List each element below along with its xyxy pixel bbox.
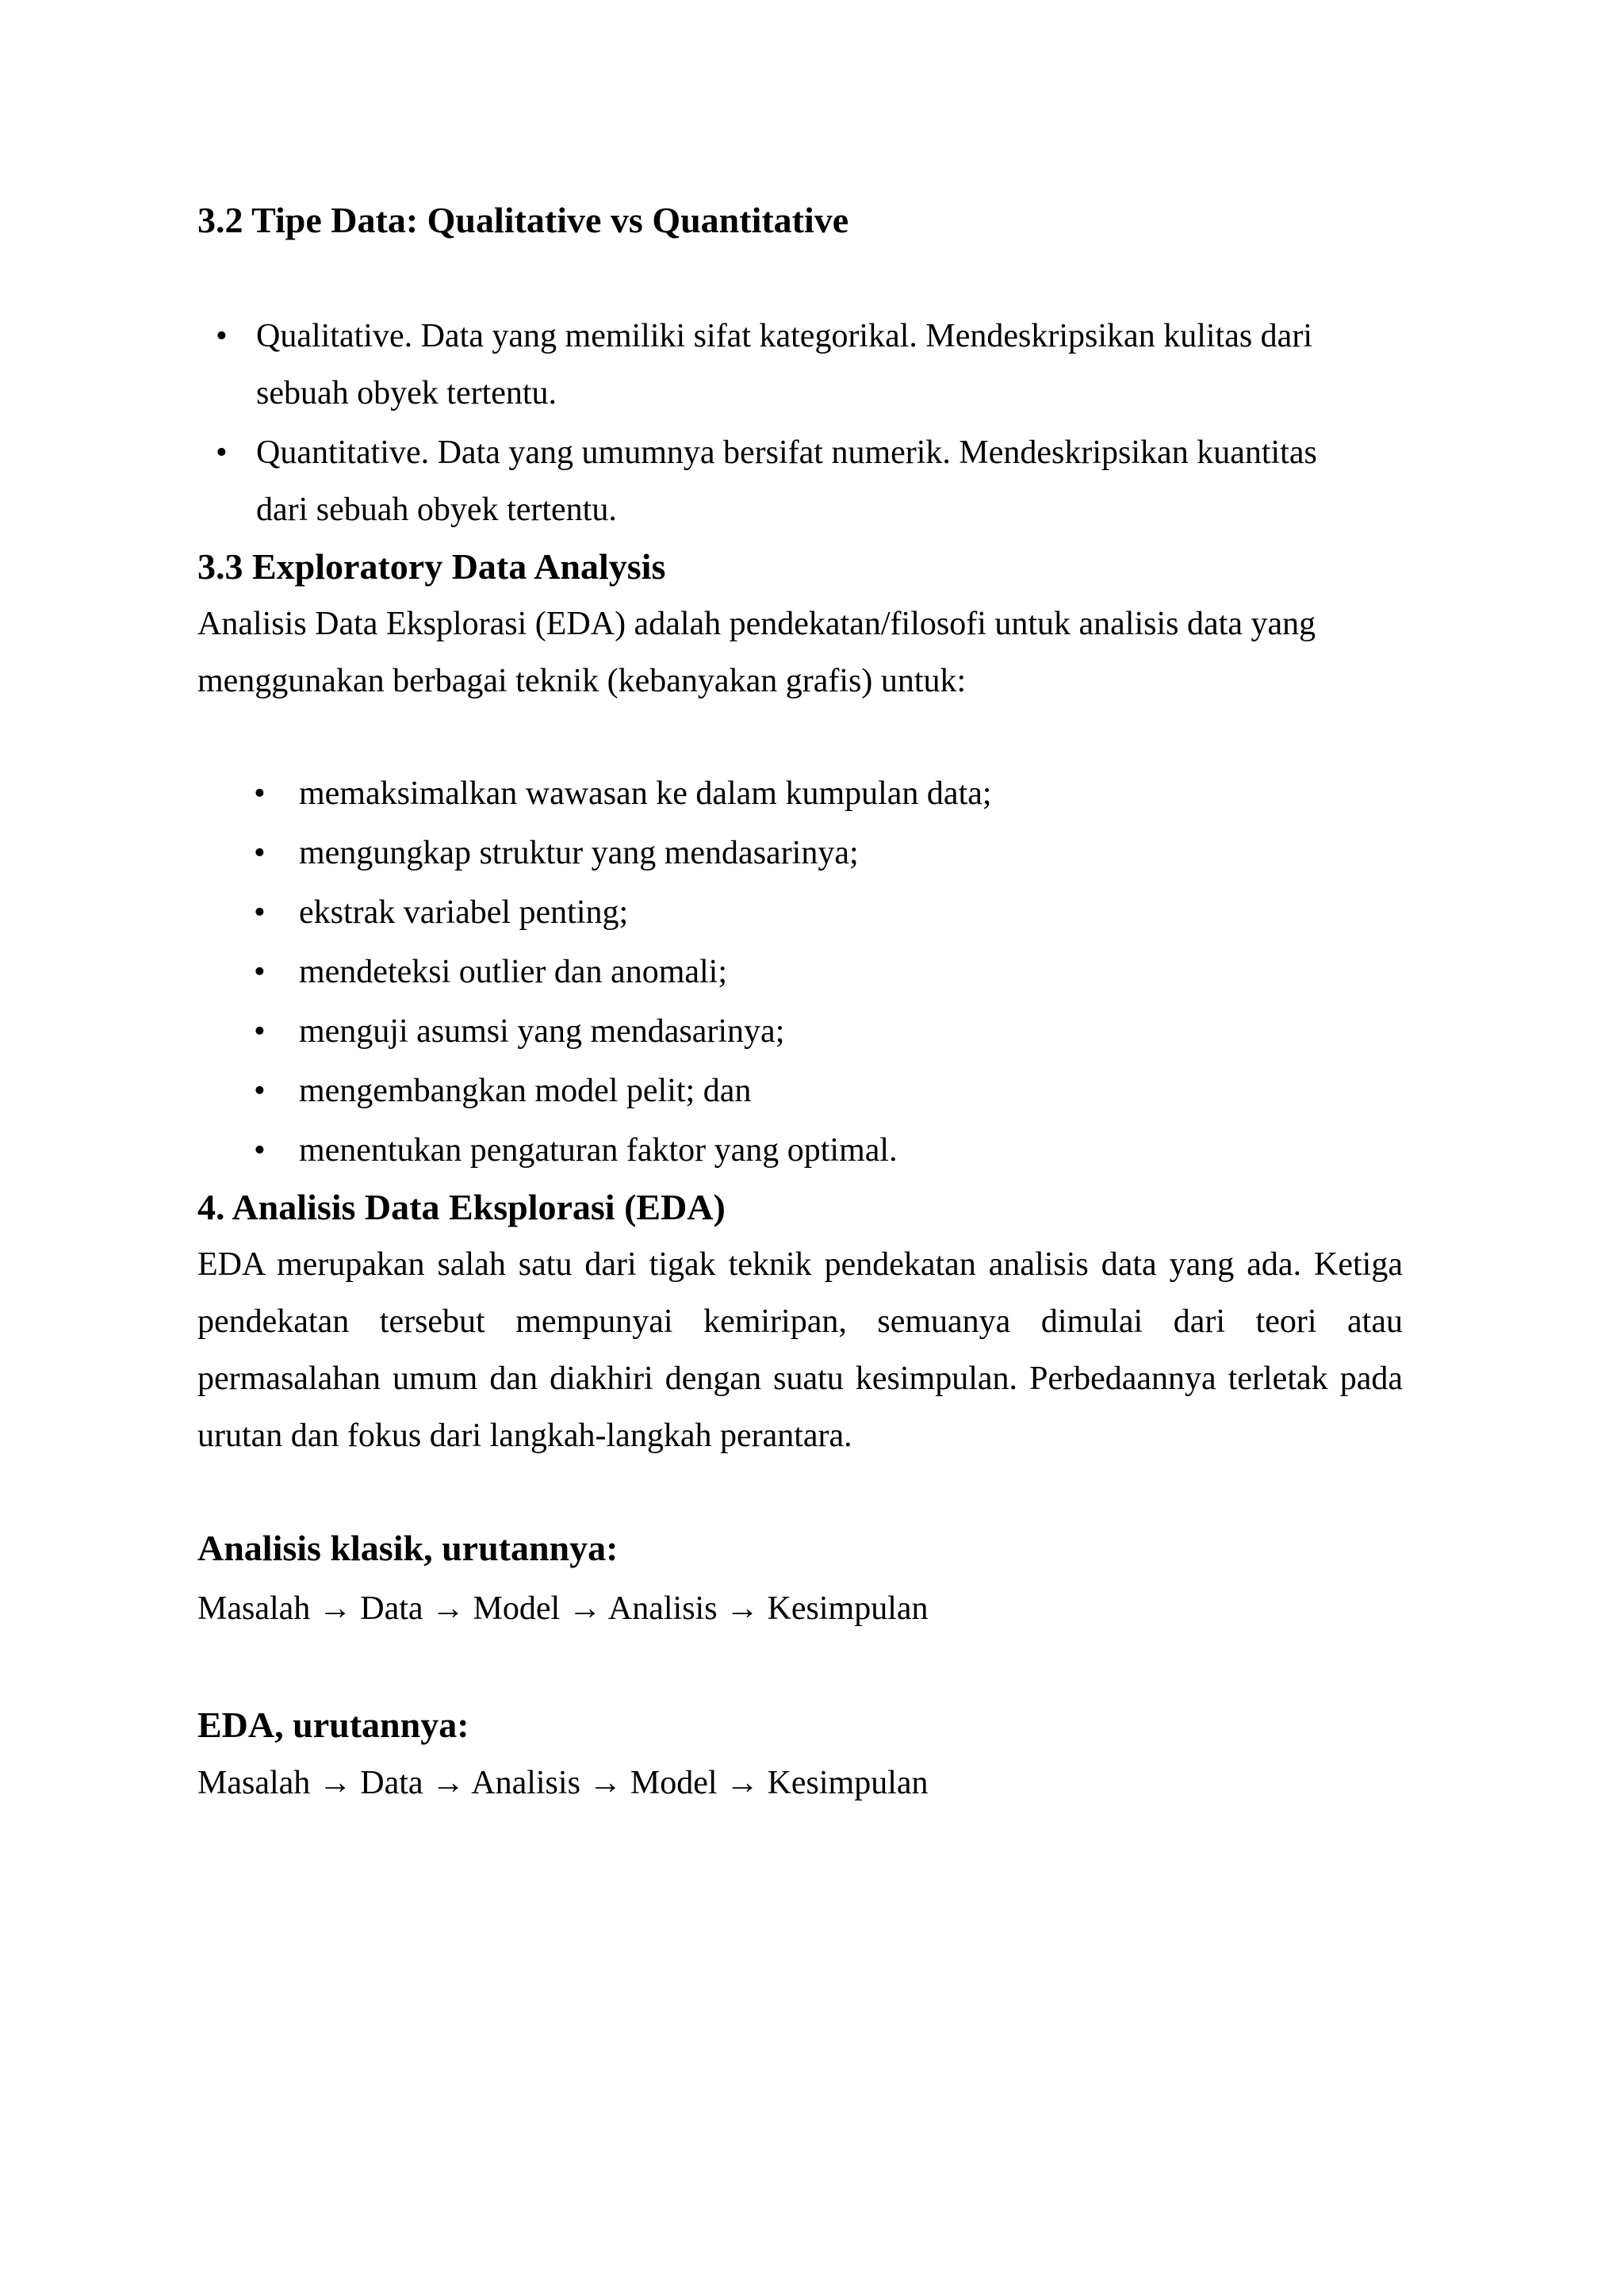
list-item-text: Qualitative. Data yang memiliki sifat kategorikal. Mendeskripsikan kulitas dari sebuah obyek tertentu. — [256, 318, 1312, 411]
list-item-text: mengungkap struktur yang mendasarinya; — [299, 835, 859, 871]
eda-order-flow: Masalah → Data → Analisis → Model → Kesimpulan — [197, 1765, 929, 1801]
bullet-icon: • — [216, 434, 228, 471]
list-item-text: Quantitative. Data yang umumnya bersifat numerik. Mendeskripsikan kuantitas dari sebuah obyek tertentu. — [256, 434, 1317, 528]
list-item-text: mengembangkan model pelit; dan — [299, 1073, 752, 1109]
list-item — [197, 943, 1403, 1001]
list-item — [197, 1003, 1403, 1060]
bullet-icon: • — [254, 894, 266, 931]
bullet-icon: • — [254, 954, 266, 990]
list-item-text: ekstrak variabel penting; — [299, 894, 629, 931]
bullet-icon: • — [254, 835, 266, 871]
classic-analysis-label: Analisis klasik, urutannya: — [197, 1528, 619, 1568]
list-item-text: mendeteksi outlier dan anomali; — [299, 954, 728, 990]
classic-analysis-flow: Masalah → Data → Model → Analisis → Kesimpulan — [197, 1590, 929, 1627]
list-item — [197, 424, 1403, 538]
bullet-icon: • — [254, 1132, 266, 1169]
list-item — [197, 884, 1403, 941]
section-heading-3-3: 3.3 Exploratory Data Analysis — [197, 546, 666, 587]
eda-intro-paragraph: Analisis Data Eksplorasi (EDA) adalah pendekatan/filosofi untuk analisis data yang menggunakan berbagai teknik (kebanyakan grafis) untuk: — [197, 606, 1316, 699]
list-item — [197, 825, 1403, 882]
eda-order-label: EDA, urutannya: — [197, 1705, 469, 1745]
section-heading-4: 4. Analisis Data Eksplorasi (EDA) — [197, 1187, 726, 1227]
qualitative-quantitative-list — [197, 308, 1403, 538]
list-item — [197, 1122, 1403, 1179]
bullet-icon: • — [254, 1073, 266, 1109]
bullet-icon: • — [254, 775, 266, 812]
section-heading-3-2: 3.2 Tipe Data: Qualitative vs Quantitative — [197, 200, 849, 240]
eda-body-paragraph: EDA merupakan salah satu dari tigak teknik pendekatan analisis data yang ada. Ketiga pendekatan tersebut mempunyai kemiripan, semuanya dimulai dari teori atau permasalahan umum dan diakhiri dengan suatu kesimpulan. Perbedaannya terletak pada urutan dan fokus dari langkah-langkah perantara. — [197, 1246, 1403, 1454]
list-item — [197, 765, 1403, 822]
bullet-icon: • — [216, 318, 228, 354]
list-item-text: menentukan pengaturan faktor yang optimal. — [299, 1132, 898, 1169]
list-item — [197, 1062, 1403, 1119]
list-item-text: menguji asumsi yang mendasarinya; — [299, 1013, 785, 1050]
bullet-icon: • — [254, 1013, 266, 1050]
list-item-text: memaksimalkan wawasan ke dalam kumpulan data; — [299, 775, 992, 812]
list-item — [197, 308, 1403, 422]
document-content — [197, 192, 1403, 1812]
eda-goals-list — [197, 765, 1403, 1179]
